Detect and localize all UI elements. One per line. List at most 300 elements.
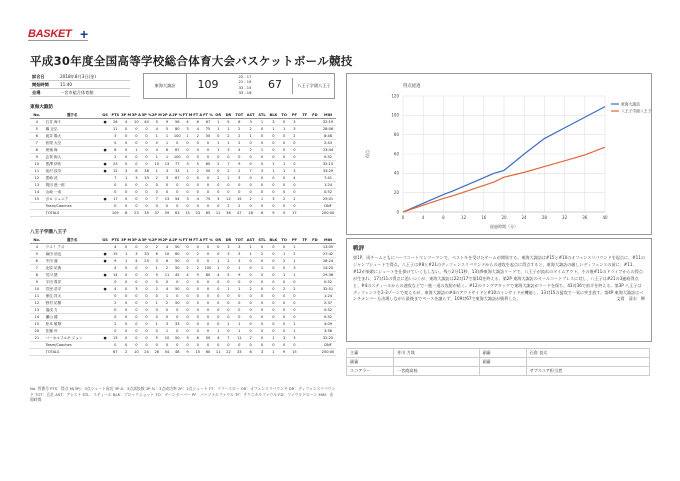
stat-cell: 0 (131, 265, 141, 272)
stat-cell: 0 (141, 321, 151, 328)
stat-cell: 20 (141, 349, 151, 356)
stat-cell: 100 (204, 266, 212, 270)
stat-cell: 29:01 (320, 196, 336, 203)
player-row (30, 189, 336, 196)
stat-cell: 0 (256, 321, 267, 328)
column-header: 2P M (151, 238, 162, 242)
stat-cell: 3 (182, 196, 192, 203)
stat-cell: 0 (234, 342, 245, 349)
stat-cell (300, 133, 310, 140)
stat-cell (300, 349, 310, 356)
score-box (143, 73, 335, 99)
stat-cell: 0 (279, 133, 289, 140)
stat-cell: 33 (141, 175, 151, 182)
team-b-name: 八王子学園八王子 (297, 83, 331, 88)
stat-cell (300, 286, 310, 293)
stat-cell: 15 (234, 196, 245, 203)
stat-cell: 0 (213, 182, 223, 189)
stat-cell: 1 (223, 321, 233, 328)
stat-cell: 0 (268, 189, 279, 196)
game-meta-table (30, 73, 130, 97)
starter-marker: ● (101, 286, 110, 293)
stat-cell: 0 (203, 244, 213, 251)
stat-cell: 1 (213, 258, 223, 265)
stat-cell: 3 (162, 168, 172, 175)
stat-cell: 15 (110, 251, 121, 258)
stat-cell: 0 (193, 321, 203, 328)
stat-cell: 14 (30, 314, 44, 321)
chart-svg (347, 74, 651, 234)
stat-cell: 0 (121, 182, 131, 189)
stat-cell: 0 (172, 293, 182, 300)
stat-cell: 0 (131, 133, 141, 140)
player-name: 志賀 絢人 (44, 154, 101, 161)
stat-cell: 3 (182, 161, 192, 168)
stat-cell: 0 (172, 189, 182, 196)
stat-cell: 0 (121, 307, 131, 314)
stat-cell: 0 (141, 133, 151, 140)
stat-cell: 50 (203, 168, 213, 175)
stat-cell: 13:05 (320, 244, 336, 251)
stat-cell: 0 (268, 300, 279, 307)
stat-cell: 109 (110, 210, 121, 217)
stat-cell: 0 (131, 244, 141, 251)
officials-row (347, 358, 650, 367)
column-header: AST (246, 113, 255, 117)
stat-cell: 1 (256, 265, 267, 272)
stat-cell: 7 (223, 161, 233, 168)
stat-cell: 15 (30, 196, 44, 203)
x-tick-label: 24 (521, 215, 527, 220)
stat-cell (101, 279, 110, 286)
stat-cell: 0 (223, 300, 233, 307)
stat-cell (310, 251, 320, 258)
stat-cell: 6 (193, 335, 203, 342)
player-name: 松本 敏則 (44, 321, 101, 328)
stat-cell: 7 (245, 168, 256, 175)
column-header: 3P A (131, 238, 141, 242)
stat-cell (101, 189, 110, 196)
stat-cell: 56 (172, 119, 182, 126)
stat-cell: 2 (289, 251, 299, 258)
column-header: PF (289, 237, 299, 244)
player-name: 宇田 貴洋 (44, 279, 101, 286)
column-header: 2P A (162, 238, 172, 242)
stat-cell: 0 (234, 300, 245, 307)
stat-cell: 3 (234, 175, 245, 182)
team-a-boxscore (30, 112, 336, 217)
stat-cell: 2 (193, 168, 203, 175)
stat-cell: 0 (203, 251, 213, 258)
stat-cell: 1 (223, 140, 233, 147)
stat-cell: 0 (279, 342, 289, 349)
stat-cell: 0 (193, 189, 203, 196)
stat-cell: 1 (223, 126, 233, 133)
stat-cell: 2 (152, 175, 162, 182)
player-name: ガロ ジュニア (44, 196, 101, 203)
stat-cell: 0 (203, 182, 213, 189)
stat-cell: 0 (141, 189, 151, 196)
stat-cell: 7:41 (320, 175, 336, 182)
stat-cell (300, 182, 310, 189)
stat-cell: 11 (213, 349, 223, 356)
stat-cell: 0 (182, 258, 192, 265)
logo-plus: + (80, 26, 89, 42)
stat-cell: 0 (256, 140, 267, 147)
stat-cell: 0 (279, 140, 289, 147)
stat-cell: 0 (152, 140, 162, 147)
stat-cell: 0 (193, 175, 203, 182)
officials-row (347, 349, 650, 358)
stat-cell: 6 (193, 119, 203, 126)
stat-cell: 0 (131, 314, 141, 321)
stat-cell: 2 (245, 147, 256, 154)
column-header: BLK (269, 113, 278, 117)
stat-cell: 2 (289, 286, 299, 293)
stat-cell: 0 (279, 307, 289, 314)
stat-cell: 2 (223, 133, 233, 140)
official-role: 主審 (347, 349, 394, 358)
stat-cell: 10 (152, 161, 162, 168)
stat-cell: 0 (268, 307, 279, 314)
stat-cell (300, 328, 310, 335)
stat-cell: 75 (203, 196, 213, 203)
official-role: 副審 (479, 349, 526, 358)
stat-cell: 2 (152, 244, 162, 251)
stat-cell: 0 (256, 189, 267, 196)
stat-cell: 23:44 (320, 147, 336, 154)
stat-cell (300, 244, 310, 251)
meta-key: 試合日 (30, 73, 58, 81)
stat-cell: 0 (121, 321, 131, 328)
stat-cell: 0 (279, 244, 289, 251)
stat-cell: 0 (213, 203, 223, 210)
player-name: 黒崎 洸 (44, 175, 101, 182)
player-name: TOTALS (44, 210, 101, 217)
stat-cell: 0 (193, 182, 203, 189)
stat-cell: 0 (193, 140, 203, 147)
stat-cell: 6 (245, 349, 256, 356)
stat-cell: 1 (256, 119, 267, 126)
stat-cell: 3 (289, 119, 299, 126)
stat-cell: 1 (234, 321, 245, 328)
officials-row (347, 367, 650, 376)
stat-cell: 0 (141, 244, 151, 251)
stat-cell (310, 182, 320, 189)
logo-word: BASKET (28, 28, 72, 40)
stat-cell (101, 244, 110, 251)
stat-cell: 3 (289, 126, 299, 133)
player-row (30, 314, 336, 321)
stat-cell: 0 (234, 293, 245, 300)
stat-cell: 0 (256, 272, 267, 279)
stat-cell: 8 (30, 147, 44, 154)
stat-cell: 0 (203, 300, 213, 307)
stat-cell: 10 (131, 349, 141, 356)
stat-cell: 0 (182, 251, 192, 258)
x-tick-label: 40 (602, 215, 608, 220)
column-header: TOT (235, 113, 244, 117)
stat-cell: 0 (121, 265, 131, 272)
stat-cell: 0 (182, 147, 192, 154)
stat-cell: 1 (256, 196, 267, 203)
stat-cell: 26 (110, 119, 121, 126)
stat-cell: 15 (289, 349, 299, 356)
y-tick-label: 100 (391, 112, 399, 118)
team-b-label: 八王子学園八王子 (30, 230, 67, 235)
column-header: 3P M (121, 113, 132, 117)
stat-cell: 0 (213, 300, 223, 307)
stat-cell: 0 (245, 342, 256, 349)
stat-cell: 0 (131, 196, 141, 203)
player-row (30, 182, 336, 189)
official-name: 井川 力哉 (394, 349, 480, 358)
stat-cell: 0 (203, 328, 213, 335)
stat-cell (300, 161, 310, 168)
stat-cell: 0 (289, 182, 299, 189)
player-row (30, 272, 336, 279)
stat-cell: 3 (289, 335, 299, 342)
player-row (30, 342, 336, 349)
stat-cell: 0 (223, 265, 233, 272)
stat-cell: 0 (141, 272, 151, 279)
stat-cell: 0 (268, 265, 279, 272)
stat-cell: 0 (121, 293, 131, 300)
stat-cell: 0 (279, 203, 289, 210)
stat-cell: 1 (268, 335, 279, 342)
stat-cell: 0 (131, 307, 141, 314)
player-row (30, 140, 336, 147)
stat-cell: 0 (131, 126, 141, 133)
stat-cell: 3 (182, 126, 192, 133)
stat-cell: 0 (279, 265, 289, 272)
stat-cell: 0 (203, 154, 213, 161)
stat-cell: 23 (193, 210, 203, 217)
stat-cell: 0 (268, 203, 279, 210)
column-header: 3P A (131, 113, 141, 117)
stat-cell: 0 (131, 335, 141, 342)
column-header: FT M (182, 113, 193, 117)
stat-cell: 0 (223, 328, 233, 335)
quarter-score: 21 - 19 (238, 80, 252, 85)
column-header: FD (310, 237, 320, 244)
column-header: FT % (203, 238, 213, 242)
stat-cell: 3 (121, 168, 131, 175)
x-tick-label: 0 (401, 215, 405, 220)
stat-cell: 0 (279, 182, 289, 189)
stat-cell: 1 (152, 321, 162, 328)
stat-cell: 4 (152, 147, 162, 154)
player-name: 黒澤 伊吹 (44, 161, 101, 168)
stat-cell: 10 (30, 161, 44, 168)
stat-cell: 0 (121, 300, 131, 307)
stat-cell: 9 (110, 258, 121, 265)
player-name: Team/Coaches (44, 342, 101, 349)
stat-cell: 80 (203, 272, 213, 279)
stat-cell: 0 (152, 342, 162, 349)
stat-cell: 0 (182, 182, 192, 189)
column-header: GS (102, 238, 108, 242)
stat-cell (101, 140, 110, 147)
official-role: 副審 (347, 358, 394, 367)
meta-value: 一宮市総合体育館 (58, 89, 130, 97)
stat-cell: 0 (193, 328, 203, 335)
stat-cell: 0 (223, 342, 233, 349)
player-row (30, 307, 336, 314)
stat-cell: 5 (30, 251, 44, 258)
stat-cell: 0 (121, 189, 131, 196)
stat-cell: 7 (110, 175, 121, 182)
x-tick-label: 36 (582, 215, 588, 220)
stat-cell: 0 (256, 161, 267, 168)
stat-cell: 0 (162, 182, 172, 189)
x-tick-label: 28 (541, 215, 547, 220)
stat-cell: 0 (203, 321, 213, 328)
stat-cell (300, 335, 310, 342)
stat-cell: 8:48 (320, 133, 336, 140)
stat-cell: 0 (279, 300, 289, 307)
stat-cell: 2 (245, 196, 256, 203)
stat-cell: 0 (213, 133, 223, 140)
stat-cell: 2 (213, 175, 223, 182)
stat-cell: 0 (213, 307, 223, 314)
stat-cell: 15 (182, 210, 192, 217)
official-name: サブスコア担当者 (526, 367, 649, 376)
player-row (30, 126, 336, 133)
stat-cell: 0 (152, 189, 162, 196)
player-row (30, 321, 336, 328)
stat-cell: 0 (131, 272, 141, 279)
stat-cell: 1 (268, 126, 279, 133)
stat-cell: 0 (268, 314, 279, 321)
stat-cell: 100 (173, 155, 181, 159)
stat-cell: 1 (121, 258, 131, 265)
stat-cell: 0 (110, 314, 121, 321)
stat-cell (310, 321, 320, 328)
stat-cell: 0 (203, 203, 213, 210)
stat-cell: 50 (203, 335, 213, 342)
stat-cell: 37 (152, 210, 162, 217)
stat-cell: 0 (268, 140, 279, 147)
page-title: 平成30年度全国高等学校総合体育大会バスケットボール競技 (30, 54, 353, 68)
stat-cell: 0 (203, 279, 213, 286)
stat-cell: 1 (121, 251, 131, 258)
column-header: 3P % (141, 238, 152, 242)
stat-cell: 6 (152, 251, 162, 258)
stat-cell: 0 (141, 328, 151, 335)
stat-cell: 0 (279, 293, 289, 300)
x-tick-label: 32 (562, 215, 568, 220)
totals-row (30, 210, 336, 217)
stat-cell (300, 189, 310, 196)
stat-cell: 1 (234, 286, 245, 293)
column-header: OR (213, 112, 223, 119)
stat-cell: 3 (245, 119, 256, 126)
stat-cell: 0 (213, 314, 223, 321)
column-header: FT % (203, 113, 213, 117)
stat-cell: 0 (256, 154, 267, 161)
player-name: 石井 海斗 (44, 119, 101, 126)
stat-cell (101, 307, 110, 314)
stat-cell: 0 (110, 279, 121, 286)
stat-cell: 9 (182, 349, 192, 356)
stat-cell (310, 293, 320, 300)
stat-cell: 0 (279, 119, 289, 126)
quarter-scores (234, 75, 256, 97)
stat-cell: 8 (121, 210, 131, 217)
stat-cell: 0 (141, 335, 151, 342)
stat-cell: 4 (121, 119, 131, 126)
stat-cell: 3 (131, 251, 141, 258)
stat-cell: 0 (110, 140, 121, 147)
stat-cell: 3 (279, 335, 289, 342)
stat-cell (300, 321, 310, 328)
player-row (30, 154, 336, 161)
player-row (30, 161, 336, 168)
stat-cell: 0 (245, 258, 256, 265)
stat-cell: 4 (30, 244, 44, 251)
stat-cell: 0 (131, 154, 141, 161)
stat-cell: 2:37 (320, 300, 336, 307)
stat-cell: 33 (172, 321, 182, 328)
stat-cell: 0 (268, 258, 279, 265)
player-row (30, 168, 336, 175)
stat-cell: 0 (245, 279, 256, 286)
official-role: 副審 (479, 358, 526, 367)
stat-cell (300, 210, 310, 217)
stat-cell (101, 342, 110, 349)
stat-cell: 0 (289, 161, 299, 168)
stat-cell: 0:52 (320, 279, 336, 286)
stat-cell: 0 (131, 293, 141, 300)
stat-cell: 8 (110, 147, 121, 154)
stat-cell: 67 (110, 349, 121, 356)
stat-cell: 0 (162, 189, 172, 196)
stat-cell: 200:00 (321, 350, 335, 354)
stat-cell: 0 (279, 147, 289, 154)
stat-cell: 0 (121, 140, 131, 147)
stat-cell: 4 (193, 196, 203, 203)
meta-value: 2018年8月3日(金) (58, 73, 130, 81)
stat-cell: 1 (121, 175, 131, 182)
stat-cell: 2 (234, 168, 245, 175)
stat-cell: 0 (256, 244, 267, 251)
stat-cell: 7 (30, 265, 44, 272)
stat-cell: 32:19 (320, 119, 336, 126)
stat-cell (300, 293, 310, 300)
stat-cell: 0 (121, 286, 131, 293)
stat-cell: 0 (121, 314, 131, 321)
stat-cell (30, 342, 44, 349)
stat-cell: 13 (162, 196, 172, 203)
stat-cell (300, 196, 310, 203)
stat-cell: 0 (213, 168, 223, 175)
stat-cell: 0 (213, 342, 223, 349)
stat-cell: 4 (162, 244, 172, 251)
stat-cell: 6 (256, 210, 267, 217)
stat-cell: DNF (320, 342, 336, 349)
abbreviation-legend: No. 背番号 PTS：得点 M(3P)：3点シュート成功 3P A：3点試投数 3P %：3点成功率 2P：2点シュート FT：フリースロー OR：オフェンスリバウンド DR：ディフェンスリバウンド TOT：合計 AST：アシスト STL：スティール BLK：ブロックショット TO：ターンオーバー PF：パーソナルファウル TF：テクニカルファウル FD：ファウルドローン MIN：出場時間 (30, 386, 336, 402)
stat-cell: 77 (172, 161, 182, 168)
column-header: DR (223, 237, 233, 244)
stat-cell: 6 (162, 258, 172, 265)
stat-cell: 2 (289, 133, 299, 140)
stat-cell (310, 279, 320, 286)
stat-cell: 0 (256, 328, 267, 335)
stat-cell: 0 (141, 307, 151, 314)
stat-cell: 3 (131, 175, 141, 182)
stat-cell: 0 (245, 307, 256, 314)
